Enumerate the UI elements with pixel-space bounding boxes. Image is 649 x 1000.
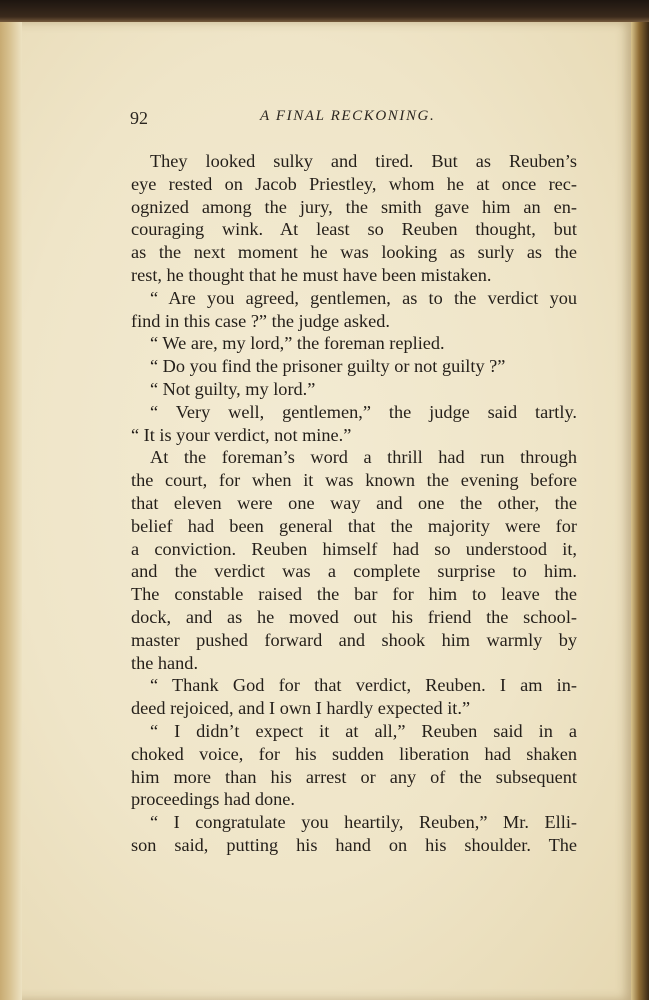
page-number: 92	[130, 108, 148, 128]
text-line: “ I didn’t expect it at all,” Reuben said in a	[150, 720, 577, 741]
text-line: proceedings had done.	[131, 789, 295, 810]
text-line: rest, he thought that he must have been mistaken.	[131, 264, 492, 285]
text-line: eye rested on Jacob Priestley, whom he at once rec-	[131, 173, 577, 194]
text-line: son said, putting his hand on his shoulder. The	[131, 834, 577, 855]
text-line: him more than his arrest or any of the subsequent	[131, 766, 577, 787]
text-line: “ Thank God for that verdict, Reuben. I am in-	[150, 675, 577, 696]
book-top-edge	[0, 0, 649, 24]
text-line: At the foreman’s word a thrill had run through	[150, 447, 577, 468]
text-line: as the next moment he was looking as surly as the	[131, 242, 577, 263]
text-line: the court, for when it was known the evening before	[131, 470, 577, 491]
text-line: master pushed forward and shook him warmly by	[131, 629, 577, 650]
running-title: A FINAL RECKONING.	[260, 108, 436, 124]
body-text	[131, 150, 577, 857]
text-line: ognized among the jury, the smith gave him an en-	[131, 196, 577, 217]
text-line: the hand.	[131, 652, 199, 673]
page-right-edge	[631, 22, 649, 1000]
text-line: The constable raised the bar for him to leave the	[131, 584, 577, 605]
text-line: “ Not guilty, my lord.”	[150, 378, 316, 399]
text-line: “ Are you agreed, gentlemen, as to the verdict you	[150, 287, 577, 308]
text-line: deed rejoiced, and I own I hardly expected it.”	[131, 698, 471, 719]
text-line: and the verdict was a complete surprise to him.	[131, 561, 577, 582]
text-line: couraging wink. At least so Reuben thought, but	[131, 219, 577, 240]
text-line: “ It is your verdict, not mine.”	[131, 424, 352, 445]
text-line: choked voice, for his sudden liberation had shaken	[131, 743, 577, 764]
page-gutter	[0, 22, 22, 1000]
text-line: They looked sulky and tired. But as Reuben’s	[150, 151, 577, 171]
text-line: a conviction. Reuben himself had so understood it,	[131, 538, 577, 559]
text-line: “ Do you find the prisoner guilty or not guilty ?”	[150, 356, 506, 377]
text-line: “ We are, my lord,” the foreman replied.	[150, 333, 445, 354]
text-line: “ Very well, gentlemen,” the judge said tartly.	[150, 401, 577, 422]
text-line: “ I congratulate you heartily, Reuben,” Mr. Elli-	[150, 812, 577, 833]
text-line: belief had been general that the majority were for	[131, 515, 577, 536]
text-line: find in this case ?” the judge asked.	[131, 310, 390, 331]
text-line: that eleven were one way and one the other, the	[131, 492, 577, 513]
text-line: dock, and as he moved out his friend the school-	[131, 606, 577, 627]
running-head	[130, 108, 578, 132]
